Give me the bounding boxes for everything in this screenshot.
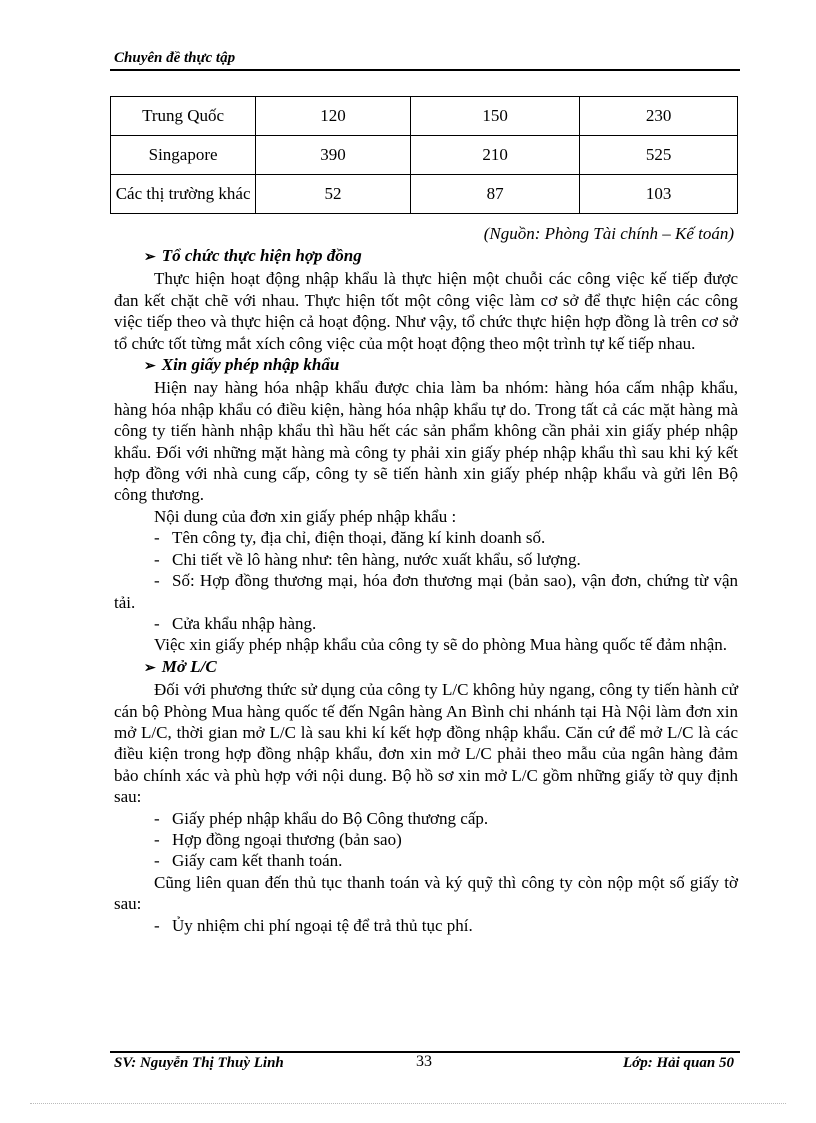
table-cell: 210	[410, 136, 580, 175]
section-heading: ➢ Xin giấy phép nhập khẩu	[144, 355, 340, 375]
list-item: - Tên công ty, địa chỉ, điện thoại, đăng kí kinh doanh số.	[154, 528, 546, 548]
page-number: 33	[416, 1053, 432, 1070]
list-item: - Hợp đồng ngoại thương (bản sao)	[154, 829, 402, 849]
list-item: - Số: Hợp đồng thương mại, hóa đơn thương mại (bản sao), vận đơn, chứng từ vận tải.	[114, 571, 738, 612]
list-item: - Chi tiết về lô hàng như: tên hàng, nước xuất khẩu, số lượng.	[154, 549, 581, 569]
arrow-bullet-icon: ➢	[144, 660, 156, 676]
section-heading: ➢ Mở L/C	[144, 656, 217, 676]
arrow-bullet-icon: ➢	[144, 250, 156, 265]
table-row	[111, 136, 738, 175]
list-item: - Giấy phép nhập khẩu do Bộ Công thương cấp.	[154, 808, 489, 828]
table-cell: 103	[580, 175, 738, 214]
table-row	[111, 97, 738, 136]
table-row	[111, 175, 738, 214]
table-cell: Trung Quốc	[111, 97, 256, 136]
table-cell: 87	[410, 175, 580, 214]
table-cell: 525	[580, 136, 738, 175]
paragraph: Nội dung của đơn xin giấy phép nhập khẩu :	[154, 506, 457, 526]
paragraph: Đối với phương thức sử dụng của công ty L/C không hủy ngang, công ty tiến hành cử cán bộ Phòng Mua hàng quốc tế đến Ngân hàng An Bình chi nhánh tại Hà Nội làm đơn xin mở L/C, thời gian mở L/C là sau khi kí kết hợp đồng nhập khẩu. Căn cứ để mở L/C là các điều kiện trong hợp đồng nhập khẩu, đơn xin mở L/C phải theo mẫu của ngân hàng đảm bảo chính xác và phù hợp với nội dung. Bộ hồ sơ xin mở L/C gồm những giấy tờ quy định sau:	[114, 680, 738, 807]
footer-student-name: SV: Nguyễn Thị Thuỳ Linh	[114, 1055, 284, 1071]
table-cell: Các thị trường khác	[111, 175, 256, 214]
paragraph: Cũng liên quan đến thủ tục thanh toán và ký quỹ thì công ty còn nộp một số giấy tờ sau:	[114, 872, 738, 914]
table-cell: 120	[256, 97, 411, 136]
header-title: Chuyên đề thực tập	[114, 50, 236, 66]
list-item: - Ủy nhiệm chi phí ngoại tệ để trả thủ tục phí.	[154, 915, 473, 935]
header-divider	[110, 69, 740, 71]
arrow-bullet-icon: ➢	[144, 359, 156, 375]
paragraph: Thực hiện hoạt động nhập khẩu là thực hiện một chuỗi các công việc kế tiếp được đan kết chặt chẽ với nhau. Thực hiện tốt một công việc làm cơ sở để thực hiện các công việc tiếp theo và thực hiện cả hoạt động. Như vậy, tổ chức thực hiện hợp đồng là trên cơ sở tổ chức tốt từng mắt xích công việc của một hoạt động theo một trình tự kế tiếp nhau.	[114, 269, 738, 353]
body-text	[114, 245, 738, 936]
table-cell: 390	[256, 136, 411, 175]
page-bottom-dotted-line	[30, 1103, 786, 1104]
import-market-table	[110, 96, 738, 214]
footer-class-name: Lớp: Hải quan 50	[623, 1055, 734, 1071]
list-item: - Cửa khẩu nhập hàng.	[154, 613, 317, 633]
paragraph: Hiện nay hàng hóa nhập khẩu được chia làm ba nhóm: hàng hóa cấm nhập khẩu, hàng hóa nhập khẩu có điều kiện, hàng hóa nhập khẩu tự do. Trong tất cả các mặt hàng mà công ty tiến hành nhập khẩu thì hầu hết các sản phẩm không cần phải xin giấy phép nhập khẩu. Đối với những mặt hàng mà công ty phải xin giấy phép nhập khẩu thì sau khi ký kết hợp đồng với nhà cung cấp, công ty sẽ tiến hành xin giấy phép nhập khẩu và gửi lên Bộ công thương.	[114, 378, 738, 505]
table-source-note: (Nguồn: Phòng Tài chính – Kế toán)	[483, 224, 734, 243]
list-item: - Giấy cam kết thanh toán.	[154, 851, 343, 871]
table-cell: 230	[580, 97, 738, 136]
table-cell: 52	[256, 175, 411, 214]
section-heading: ➢ Tổ chức thực hiện hợp đồng	[144, 246, 362, 265]
table-cell: 150	[410, 97, 580, 136]
paragraph: Việc xin giấy phép nhập khẩu của công ty sẽ do phòng Mua hàng quốc tế đảm nhận.	[154, 635, 728, 655]
table-cell: Singapore	[111, 136, 256, 175]
